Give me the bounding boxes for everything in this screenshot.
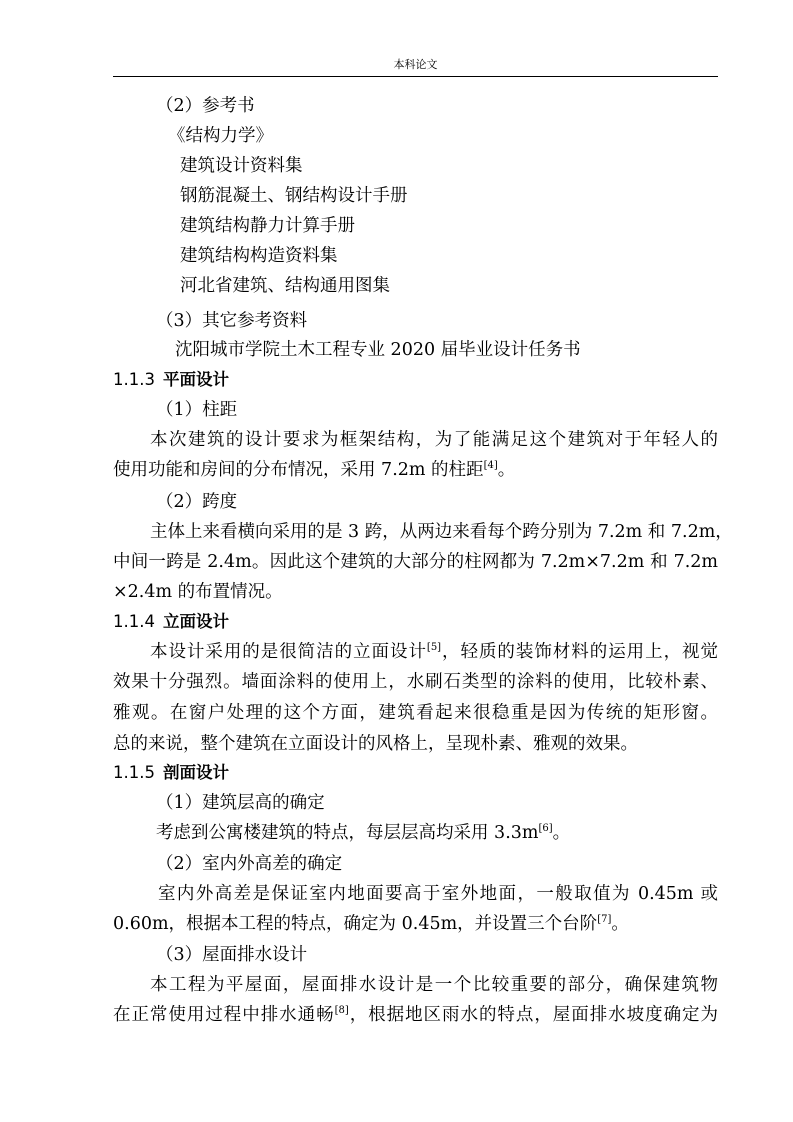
paragraph-line: 使用功能和房间的分布情况，采用 7.2m 的柱距[4]。 xyxy=(113,460,516,480)
book-concrete-steel-manual: 钢筋混凝土、钢结构设计手册 xyxy=(180,186,408,206)
section-heading-1-1-4 xyxy=(113,611,229,633)
citation: [6] xyxy=(538,823,553,835)
paragraph-line: 本次建筑的设计要求为框架结构，为了能满足这个建筑对于年轻人的 xyxy=(150,430,718,450)
section-title: 平面设计 xyxy=(162,370,229,389)
book-design-data: 建筑设计资料集 xyxy=(180,156,303,176)
header-rule xyxy=(113,76,718,77)
subheading-other-references: （3）其它参考资料 xyxy=(156,311,308,331)
section-title: 立面设计 xyxy=(162,612,229,631)
subheading-reference-books: （2）参考书 xyxy=(156,96,255,116)
subheading-roof-drainage: （3）屋面排水设计 xyxy=(156,945,308,965)
section-number: 1.1.5 xyxy=(113,763,155,782)
citation: [8] xyxy=(334,1005,349,1017)
book-construction-data: 建筑结构构造资料集 xyxy=(180,246,338,266)
paragraph-line: 在正常使用过程中排水通畅[8]，根据地区雨水的特点，屋面排水坡度确定为 xyxy=(113,1005,719,1025)
paragraph-line: ×2.4m 的布置情况。 xyxy=(113,582,283,602)
citation: [7] xyxy=(597,914,612,926)
section-number: 1.1.3 xyxy=(113,370,155,389)
subheading-floor-height: （1）建筑层高的确定 xyxy=(156,793,325,813)
book-hebei-atlas: 河北省建筑、结构通用图集 xyxy=(180,276,390,296)
section-title: 剖面设计 xyxy=(162,763,229,782)
paragraph-line: 考虑到公寓楼建筑的特点，每层层高均采用 3.3m[6]。 xyxy=(156,823,571,843)
page-header: 本科论文 xyxy=(393,58,438,71)
book-structural-mechanics: 《结构力学》 xyxy=(168,126,273,146)
paragraph-line: 主体上来看横向采用的是 3 跨，从两边来看每个跨分别为 7.2m 和 7.2m， xyxy=(150,522,733,542)
paragraph-line: 效果十分强烈。墙面涂料的使用上，水刷石类型的涂料的使用，比较朴素、 xyxy=(113,672,718,692)
section-heading-1-1-3 xyxy=(113,369,229,391)
paragraph-line: 总的来说，整个建筑在立面设计的风格上，呈现朴素、雅观的效果。 xyxy=(113,734,638,754)
section-number: 1.1.4 xyxy=(113,612,155,631)
subheading-height-difference: （2）室内外高差的确定 xyxy=(156,854,343,874)
subheading-column-spacing: （1）柱距 xyxy=(156,400,238,420)
reference-task-book: 沈阳城市学院土木工程专业 2020 届毕业设计任务书 xyxy=(175,340,581,360)
subheading-span: （2）跨度 xyxy=(156,492,238,512)
paragraph-line: 本工程为平屋面，屋面排水设计是一个比较重要的部分，确保建筑物 xyxy=(150,975,718,995)
paragraph-line: 中间一跨是 2.4m。因此这个建筑的大部分的柱网都为 7.2m×7.2m 和 7.2m xyxy=(113,552,718,572)
citation: [5] xyxy=(426,642,442,654)
book-static-calc-manual: 建筑结构静力计算手册 xyxy=(180,216,355,236)
citation: [4] xyxy=(483,460,498,472)
paragraph-line: 本设计采用的是很简洁的立面设计[5]，轻质的装饰材料的运用上，视觉 xyxy=(150,642,719,662)
section-heading-1-1-5 xyxy=(113,762,229,784)
paragraph-line: 室内外高差是保证室内地面要高于室外地面，一般取值为 0.45m 或 xyxy=(158,884,718,904)
paragraph-line: 0.60m，根据本工程的特点，确定为 0.45m，并设置三个台阶[7]。 xyxy=(113,914,629,934)
paragraph-line: 雅观。在窗户处理的这个方面，建筑看起来很稳重是因为传统的矩形窗。 xyxy=(113,703,718,723)
